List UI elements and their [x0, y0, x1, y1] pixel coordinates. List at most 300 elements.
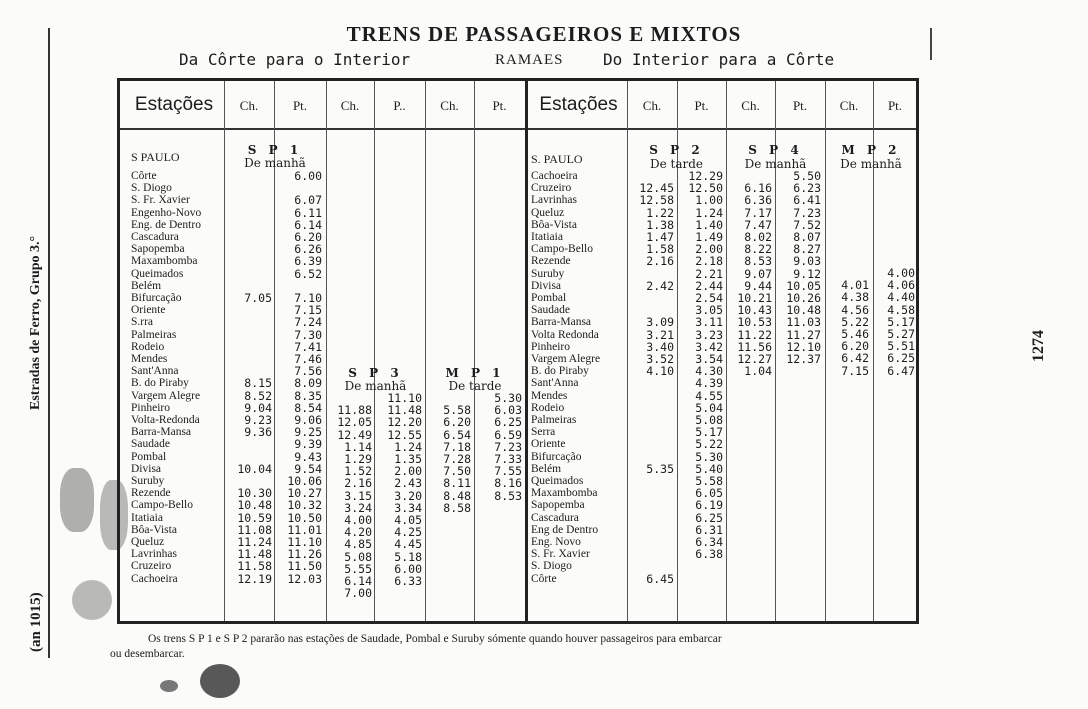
- time-cell: 6.16: [744, 181, 772, 196]
- station-name: Sapopemba: [531, 499, 585, 512]
- time-cell: 11.48: [237, 547, 272, 562]
- train-period-mp2: De manhã: [840, 157, 902, 171]
- station-name: Oriente: [531, 438, 566, 451]
- time-cell: 6.31: [695, 522, 723, 537]
- time-cell: 6.47: [887, 363, 915, 378]
- time-cell: 6.52: [294, 266, 322, 281]
- time-cell: 3.05: [695, 303, 723, 318]
- time-cell: 1.24: [394, 439, 422, 454]
- time-cell: 5.18: [394, 549, 422, 564]
- time-cell: 11.27: [786, 327, 821, 342]
- time-cell: 7.52: [793, 217, 821, 232]
- time-cell: 5.58: [443, 403, 471, 418]
- station-name: S. Diogo: [131, 182, 172, 195]
- footnote-line-2: ou desembarcar.: [110, 648, 185, 660]
- time-cell: 4.55: [695, 388, 723, 403]
- time-cell: 6.07: [294, 193, 322, 208]
- page-title: TRENS DE PASSAGEIROS E MIXTOS: [346, 22, 742, 46]
- station-name: Barra-Mansa: [131, 426, 192, 439]
- station-name: Eng. Novo: [531, 536, 581, 548]
- station-name: Cachoeira: [531, 170, 578, 182]
- time-cell: 6.34: [695, 535, 723, 549]
- time-cell: 6.36: [744, 193, 772, 208]
- time-cell: 7.41: [294, 339, 322, 354]
- time-cell: 6.41: [793, 193, 821, 208]
- time-cell: 10.32: [287, 498, 322, 513]
- col-line: [474, 81, 475, 621]
- train-period-sp2: De tarde: [649, 157, 704, 171]
- time-cell: 6.39: [294, 254, 322, 269]
- time-cell: 11.03: [786, 315, 821, 330]
- train-period-sp3: De manhã: [344, 379, 407, 393]
- ink-blot: [60, 468, 94, 532]
- time-cell: 9.07: [744, 266, 772, 281]
- time-cell: 3.09: [646, 315, 674, 330]
- station-name: Cascadura: [131, 231, 179, 243]
- time-cell: 6.00: [294, 169, 322, 183]
- time-cell: 8.02: [744, 230, 772, 244]
- time-cell: 1.04: [744, 364, 772, 379]
- time-cell: 3.34: [394, 500, 422, 515]
- header-p: P..: [393, 98, 406, 113]
- time-cell: 7.10: [294, 291, 322, 305]
- time-cell: 12.58: [639, 193, 674, 208]
- time-cell: 10.59: [237, 510, 272, 525]
- time-cell: 3.20: [394, 488, 422, 503]
- time-cell: 12.50: [688, 181, 723, 196]
- train-id-sp4: S P 4: [748, 143, 803, 157]
- time-cell: 5.40: [695, 461, 723, 476]
- time-cell: 6.25: [695, 510, 723, 525]
- time-cell: 2.16: [344, 476, 372, 491]
- time-cell: 5.35: [646, 461, 674, 476]
- time-cell: 2.16: [646, 254, 674, 269]
- time-cell: 4.05: [394, 513, 422, 527]
- station-name: Barra-Mansa: [531, 316, 592, 329]
- station-name: Saudade: [531, 304, 570, 317]
- time-cell: 12.10: [786, 339, 821, 354]
- time-cell: 8.15: [244, 376, 272, 391]
- time-cell: 9.12: [793, 266, 821, 281]
- time-cell: 7.55: [494, 464, 522, 479]
- station-name: Queimados: [531, 475, 584, 487]
- time-cell: 4.38: [841, 290, 869, 305]
- header-ch: Ch.: [839, 98, 859, 113]
- time-cell: 4.85: [344, 537, 372, 552]
- header-pt: Pt.: [694, 98, 709, 113]
- time-cell: 7.23: [494, 439, 522, 454]
- time-cell: 7.47: [744, 217, 772, 232]
- station-name: Vargem Alegre: [531, 353, 601, 365]
- header-pt: Pt.: [292, 98, 308, 113]
- station-name: Bifurcação: [131, 292, 182, 304]
- time-cell: 11.48: [387, 403, 422, 418]
- time-cell: 5.22: [695, 437, 723, 452]
- subtitle-center: RAMAES: [495, 52, 564, 68]
- station-name: Divisa: [131, 462, 162, 475]
- time-cell: 4.01: [841, 278, 869, 293]
- time-cell: 12.19: [237, 571, 272, 586]
- time-cell: 6.38: [695, 547, 723, 562]
- time-cell: 5.17: [887, 314, 915, 329]
- time-cell: 7.28: [443, 452, 471, 466]
- station-name: Mendes: [531, 389, 568, 402]
- station-name: Pombal: [531, 292, 567, 304]
- time-cell: 11.10: [287, 535, 322, 549]
- station-name: Queluz: [131, 536, 165, 548]
- time-cell: 4.30: [695, 364, 723, 379]
- time-cell: 5.04: [695, 400, 723, 415]
- time-cell: 9.54: [294, 461, 322, 476]
- time-cell: 10.27: [287, 486, 322, 501]
- time-cell: 5.27: [887, 327, 915, 341]
- time-cell: 2.43: [394, 476, 422, 491]
- side-rule: [48, 28, 50, 658]
- time-cell: 12.27: [737, 352, 772, 366]
- time-cell: 6.45: [646, 571, 674, 586]
- station-name: Bôa-Vista: [531, 218, 577, 231]
- time-cell: 6.20: [443, 415, 471, 430]
- station-name: B. do Piraby: [531, 365, 589, 378]
- time-cell: 12.05: [337, 415, 372, 430]
- station-name: Eng. de Dentro: [131, 218, 201, 231]
- time-cell: 6.42: [841, 351, 869, 366]
- time-cell: 11.50: [287, 559, 322, 574]
- time-cell: 8.35: [294, 388, 322, 403]
- time-cell: 7.00: [344, 586, 372, 601]
- station-name: Côrte: [531, 572, 557, 585]
- station-name: Maxambomba: [531, 487, 598, 500]
- time-cell: 10.43: [737, 303, 772, 318]
- station-name: Sant'Anna: [131, 365, 179, 378]
- time-cell: 8.07: [793, 230, 821, 244]
- time-cell: 5.30: [695, 449, 723, 464]
- header-stations-left: Estações: [134, 94, 214, 115]
- station-name: Côrte: [131, 170, 157, 182]
- time-cell: 8.09: [294, 376, 322, 391]
- subtitle-right: Do Interior para a Côrte: [603, 50, 835, 69]
- station-name: Rezende: [531, 255, 571, 268]
- train-id-sp2: S P 2: [649, 143, 704, 157]
- time-cell: 3.15: [344, 488, 372, 503]
- time-cell: 1.14: [344, 439, 372, 454]
- station-name: Campo-Bello: [131, 499, 193, 512]
- side-label-bottom: (an 1015): [28, 592, 44, 652]
- header-pt: Pt.: [887, 98, 903, 113]
- time-cell: 1.24: [695, 205, 723, 220]
- station-name: Campo-Bello: [531, 243, 593, 256]
- time-cell: 2.18: [695, 254, 723, 269]
- time-cell: 9.43: [294, 449, 322, 464]
- station-name: Rezende: [131, 487, 171, 500]
- time-cell: 5.55: [344, 561, 372, 576]
- time-cell: 12.20: [387, 415, 422, 430]
- station-name: Rodeio: [531, 401, 565, 414]
- time-cell: 11.24: [237, 535, 272, 549]
- time-cell: 9.06: [294, 413, 322, 427]
- time-cell: 8.53: [494, 488, 522, 503]
- time-cell: 8.58: [443, 500, 471, 515]
- time-cell: 4.20: [344, 525, 372, 540]
- time-cell: 7.05: [244, 291, 272, 305]
- footnote-line-1: Os trens S P 1 e S P 2 pararão nas estações de Saudade, Pombal e Suruby sómente quando houver passageiros para embarcar: [148, 633, 722, 645]
- time-cell: 9.39: [294, 437, 322, 452]
- station-name: Belém: [131, 279, 162, 292]
- time-cell: 4.10: [646, 364, 674, 379]
- time-cell: 3.54: [695, 352, 723, 366]
- subtitle-left: Da Côrte para o Interior: [179, 50, 411, 69]
- time-cell: 4.00: [344, 513, 372, 527]
- time-cell: 7.33: [494, 452, 522, 466]
- time-cell: 6.11: [294, 205, 322, 220]
- time-cell: 7.17: [744, 205, 772, 220]
- time-cell: 6.14: [294, 217, 322, 232]
- station-name: Oriente: [131, 304, 166, 317]
- time-cell: 1.22: [646, 205, 674, 220]
- time-cell: 4.56: [841, 302, 869, 317]
- time-cell: 1.49: [695, 230, 723, 244]
- time-cell: 3.21: [646, 327, 674, 342]
- time-cell: 1.35: [394, 452, 422, 466]
- time-cell: 3.23: [695, 327, 723, 342]
- header-ch: Ch.: [239, 98, 259, 113]
- train-period-mp1: De tarde: [448, 379, 502, 393]
- time-cell: 6.33: [394, 574, 422, 588]
- time-cell: 1.40: [695, 217, 723, 232]
- time-cell: 5.58: [695, 474, 723, 488]
- middle-divider: [525, 81, 528, 621]
- station-name: Bôa-Vista: [131, 523, 177, 536]
- ink-blot: [200, 664, 240, 698]
- time-cell: 4.40: [887, 290, 915, 305]
- station-name: Itatiaia: [131, 511, 163, 524]
- time-cell: 5.46: [841, 327, 869, 341]
- time-cell: 8.48: [443, 488, 471, 503]
- time-cell: 2.00: [394, 464, 422, 479]
- time-cell: 9.44: [744, 278, 772, 293]
- time-cell: 2.00: [695, 242, 723, 257]
- time-cell: 10.04: [237, 461, 272, 476]
- station-name: Cachoeira: [131, 572, 178, 585]
- ink-blot: [72, 580, 112, 620]
- time-cell: 7.18: [443, 439, 471, 454]
- header-ch: Ch.: [440, 98, 459, 113]
- time-cell: 11.26: [287, 547, 322, 562]
- time-cell: 3.42: [695, 339, 723, 354]
- col-line: [374, 81, 375, 621]
- side-label-left: Estradas de Ferro, Grupo 3.°: [28, 235, 43, 410]
- time-cell: 9.23: [244, 413, 272, 427]
- station-name: Bifurcação: [531, 450, 582, 463]
- time-cell: 2.42: [646, 278, 674, 293]
- station-name: Suruby: [131, 475, 165, 487]
- time-cell: 11.01: [287, 522, 322, 537]
- edge-mark: [930, 28, 932, 60]
- time-cell: 10.06: [287, 474, 322, 488]
- col-line: [326, 81, 327, 621]
- station-name: Sant'Anna: [531, 377, 579, 390]
- time-cell: 6.20: [294, 230, 322, 244]
- time-cell: 7.56: [294, 364, 322, 379]
- ink-blot: [160, 680, 178, 692]
- time-cell: 7.15: [294, 303, 322, 318]
- time-cell: 5.22: [841, 314, 869, 329]
- time-cell: 6.25: [887, 351, 915, 366]
- time-cell: 11.22: [737, 327, 772, 342]
- time-cell: 1.00: [695, 193, 723, 208]
- header-separator: [120, 128, 916, 130]
- time-cell: 7.46: [294, 352, 322, 366]
- page-number: 1274: [1030, 330, 1047, 362]
- station-name: Pinheiro: [531, 340, 570, 353]
- station-name: Engenho-Novo: [131, 206, 202, 219]
- time-cell: 4.06: [887, 278, 915, 293]
- time-cell: 10.26: [786, 291, 821, 305]
- time-cell: 5.08: [344, 549, 372, 564]
- time-cell: 10.21: [737, 291, 772, 305]
- time-cell: 2.54: [695, 291, 723, 305]
- col-line: [425, 81, 426, 621]
- header-pt: Pt.: [792, 98, 808, 113]
- station-name: S. Fr. Xavier: [131, 194, 190, 207]
- time-cell: 6.05: [695, 486, 723, 501]
- train-id-sp3: S P 3: [348, 366, 403, 380]
- time-cell: 12.55: [387, 427, 422, 442]
- time-cell: 8.16: [494, 476, 522, 491]
- time-cell: 9.03: [793, 254, 821, 269]
- origin-left: S PAULO: [131, 150, 180, 164]
- time-cell: 10.05: [786, 278, 821, 293]
- station-name: S.rra: [131, 316, 154, 329]
- time-cell: 2.44: [695, 278, 723, 293]
- time-cell: 1.47: [646, 230, 674, 244]
- time-cell: 3.40: [646, 339, 674, 354]
- station-name: Eng de Dentro: [531, 523, 599, 536]
- header-ch: Ch.: [642, 98, 662, 113]
- time-cell: 6.19: [695, 498, 723, 513]
- time-cell: 9.04: [244, 400, 272, 415]
- station-name: Cruzeiro: [531, 182, 572, 195]
- station-name: Suruby: [531, 267, 565, 280]
- station-name: S. Diogo: [531, 560, 572, 573]
- time-cell: 6.54: [443, 427, 471, 442]
- station-name: Pombal: [131, 450, 167, 463]
- time-cell: 4.58: [887, 302, 915, 317]
- train-period-sp1: De manhã: [244, 156, 306, 170]
- time-cell: 6.59: [494, 427, 522, 442]
- station-name: Queluz: [531, 206, 565, 219]
- time-cell: 1.29: [344, 452, 372, 466]
- time-cell: 9.36: [244, 425, 272, 440]
- header-stations-right: Estações: [539, 94, 618, 115]
- time-cell: 6.25: [494, 415, 522, 430]
- time-cell: 7.50: [443, 464, 471, 479]
- station-name: Queimados: [131, 267, 184, 280]
- station-name: Volta-Redonda: [131, 414, 200, 426]
- time-cell: 6.00: [394, 561, 422, 576]
- time-cell: 4.45: [394, 537, 422, 552]
- time-cell: 11.10: [387, 391, 422, 405]
- time-cell: 6.23: [793, 181, 821, 196]
- station-name: Cruzeiro: [131, 560, 172, 573]
- time-cell: 6.26: [294, 242, 322, 257]
- time-cell: 8.27: [793, 242, 821, 257]
- time-cell: 4.00: [887, 266, 915, 280]
- time-cell: 7.23: [793, 205, 821, 220]
- time-cell: 7.15: [841, 363, 869, 378]
- train-period-sp4: De manhã: [744, 157, 807, 171]
- time-cell: 1.52: [344, 464, 372, 479]
- time-cell: 5.30: [494, 391, 522, 405]
- time-cell: 11.56: [737, 339, 772, 354]
- header-pt: Pt.: [492, 98, 507, 113]
- time-cell: 4.39: [695, 376, 723, 391]
- time-cell: 1.58: [646, 242, 674, 257]
- time-cell: 3.52: [646, 352, 674, 366]
- station-name: Belém: [531, 462, 562, 475]
- station-name: S. Fr. Xavier: [531, 548, 590, 561]
- station-name: Serra: [531, 426, 556, 439]
- station-name: Mendes: [131, 353, 168, 365]
- time-cell: 7.24: [294, 315, 322, 330]
- time-cell: 10.30: [237, 486, 272, 501]
- station-name: Saudade: [131, 438, 170, 451]
- station-name: B. do Piraby: [131, 377, 189, 390]
- time-cell: 3.11: [695, 315, 723, 330]
- station-name: Lavrinhas: [531, 194, 577, 207]
- time-cell: 12.37: [786, 352, 821, 366]
- time-cell: 12.03: [287, 571, 322, 586]
- station-name: Lavrinhas: [131, 548, 177, 561]
- time-cell: 10.50: [287, 510, 322, 525]
- station-name: Cascadura: [531, 511, 579, 524]
- train-id-mp1: M P 1: [445, 366, 505, 380]
- time-cell: 6.20: [841, 339, 869, 354]
- time-cell: 11.88: [337, 403, 372, 418]
- header-ch: Ch.: [340, 98, 360, 113]
- time-cell: 10.48: [237, 498, 272, 513]
- time-cell: 2.21: [695, 266, 723, 281]
- station-name: Rodeio: [131, 340, 165, 353]
- station-name: Maxambomba: [131, 255, 198, 268]
- station-name: Sapopemba: [131, 243, 185, 256]
- station-name: Volta Redonda: [531, 328, 599, 341]
- time-cell: 5.50: [793, 169, 821, 183]
- time-cell: 5.17: [695, 425, 723, 440]
- train-id-mp2: M P 2: [841, 143, 901, 157]
- train-id-sp1: S P 1: [247, 143, 303, 157]
- time-cell: 12.49: [337, 427, 372, 442]
- time-cell: 1.38: [646, 217, 674, 232]
- time-cell: 5.08: [695, 413, 723, 427]
- time-cell: 9.25: [294, 425, 322, 440]
- origin-right: S. PAULO: [531, 152, 583, 166]
- time-cell: 3.24: [344, 500, 372, 515]
- time-cell: 4.25: [394, 525, 422, 540]
- station-name: Pinheiro: [131, 401, 170, 414]
- time-cell: 11.58: [237, 559, 272, 574]
- time-cell: 8.52: [244, 388, 272, 403]
- station-name: Divisa: [531, 279, 562, 292]
- time-cell: 10.53: [737, 315, 772, 330]
- time-cell: 10.48: [786, 303, 821, 318]
- time-cell: 7.30: [294, 327, 322, 342]
- station-name: Palmeiras: [531, 414, 577, 426]
- time-cell: 8.53: [744, 254, 772, 269]
- station-name: Palmeiras: [131, 328, 177, 341]
- time-cell: 5.51: [887, 339, 915, 354]
- time-cell: 8.54: [294, 400, 322, 415]
